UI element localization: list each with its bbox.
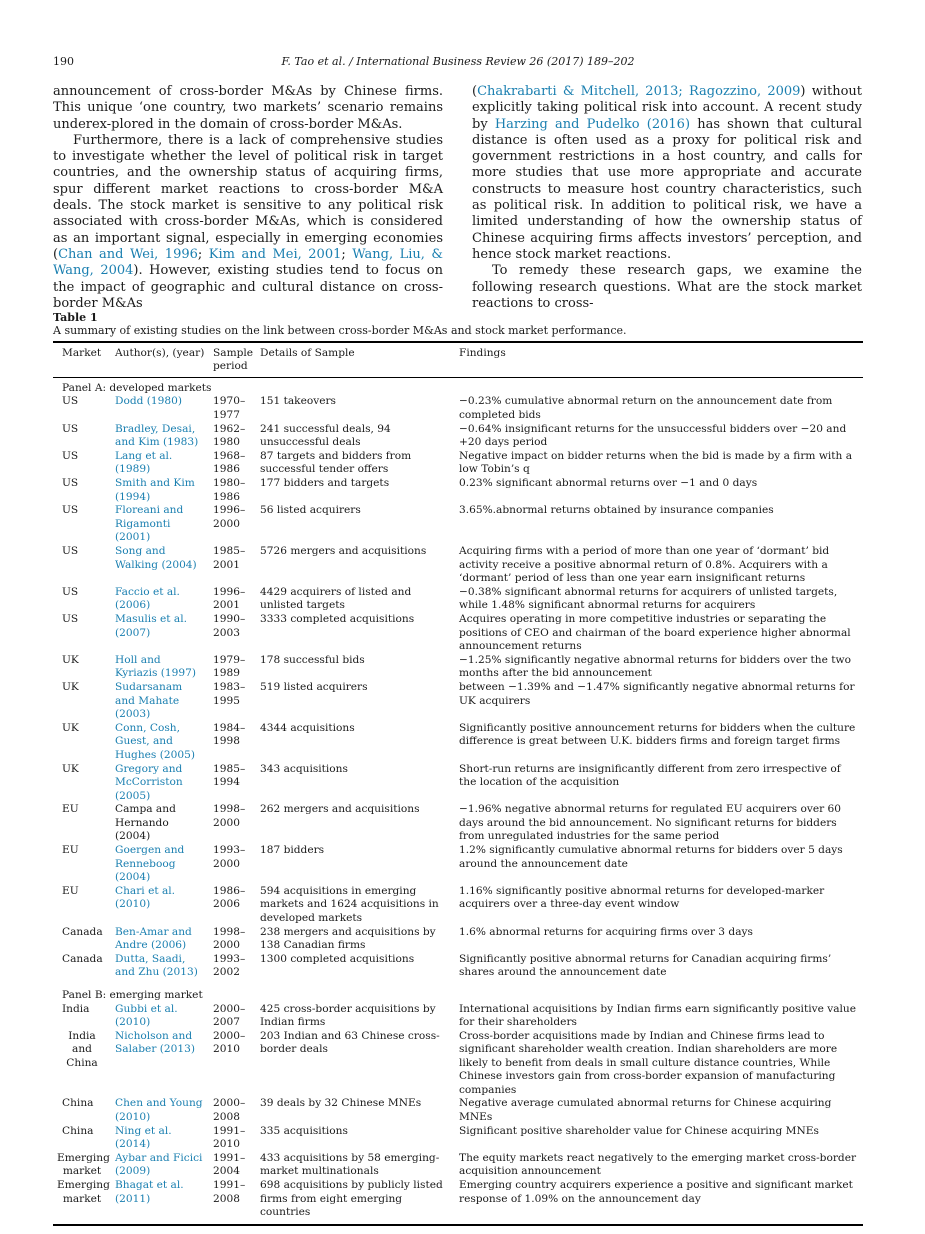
cell-findings: Acquiring firms with a period of more than one year of ‘dormant’ bid activity receive a positive abnormal return of 0.8%. Acquirers with a ‘dormant’ period of less than one year earn insignificant returns bbox=[459, 545, 830, 584]
cell-period: 1998–2000 bbox=[213, 925, 246, 951]
cell-market: UK bbox=[62, 721, 79, 734]
cell-period: 1986–2006 bbox=[213, 884, 246, 911]
cell-findings: 3.65%.abnormal returns obtained by insurance companies bbox=[459, 504, 774, 517]
running-header bbox=[53, 55, 863, 71]
table-row bbox=[53, 1152, 863, 1179]
table-row bbox=[53, 423, 863, 450]
cell-details: 335 acquisitions bbox=[260, 1124, 348, 1137]
cell-market: UK bbox=[62, 653, 79, 666]
table-row bbox=[53, 953, 863, 980]
table-row bbox=[53, 803, 863, 844]
cell-author[interactable]: Floreani and Rigamonti (2001) bbox=[115, 504, 184, 544]
table-row bbox=[53, 545, 863, 586]
text-run: ; bbox=[341, 246, 353, 262]
table-row bbox=[53, 722, 863, 763]
cell-findings: The equity markets react negatively to the emerging market cross-border acquisition announcement bbox=[459, 1152, 857, 1178]
cell-details: 425 cross-border acquisitions by Indian firms bbox=[260, 1002, 436, 1028]
cell-findings: 0.23% significant abnormal returns over −1 and 0 days bbox=[459, 477, 758, 490]
cell-market: US bbox=[62, 613, 79, 626]
paragraph: announcement of cross-border M&As by Chinese firms. This unique ‘one country, two markets’ scenario remains underex-plored in the domain of cross-border M&As. bbox=[53, 84, 443, 132]
cell-details: 4429 acquirers of listed and unlisted targets bbox=[260, 585, 412, 612]
cell-market: EU bbox=[62, 884, 79, 897]
cell-author[interactable]: Conn, Cosh, Guest, and Hughes (2005) bbox=[115, 721, 195, 761]
cell-period: 1991–2008 bbox=[209, 1179, 256, 1224]
cell-market: China bbox=[62, 1097, 94, 1110]
cell-author[interactable]: Bhagat et al. (2011) bbox=[111, 1179, 209, 1224]
cell-details: 262 mergers and acquisitions bbox=[260, 803, 420, 816]
cell-period: 2000–2010 bbox=[213, 1029, 246, 1056]
cell-period: 1968–1986 bbox=[213, 449, 246, 476]
cell-market: US bbox=[62, 585, 79, 598]
cell-findings: Negative impact on bidder returns when the bid is made by a firm with a low Tobin’s q bbox=[459, 449, 853, 476]
table-label: Table 1 bbox=[53, 311, 98, 324]
table-header-row bbox=[53, 342, 863, 377]
table-row bbox=[53, 681, 863, 722]
cell-market: US bbox=[62, 449, 79, 462]
cell-author[interactable]: Nicholson and Salaber (2013) bbox=[115, 1029, 195, 1056]
table-row bbox=[53, 504, 863, 545]
cell-market: US bbox=[62, 395, 79, 408]
cell-period: 1993–2000 bbox=[213, 844, 246, 870]
cell-market: US bbox=[62, 477, 79, 490]
cell-findings: Short-run returns are insignificantly different from zero irrespective of the location of the acquisition bbox=[459, 762, 841, 789]
cell-period: 1996–2000 bbox=[213, 504, 246, 530]
table-row bbox=[53, 1003, 863, 1030]
cell-findings: Significant positive shareholder value for Chinese acquiring MNEs bbox=[459, 1124, 819, 1137]
cell-market: UK bbox=[62, 681, 79, 694]
cell-findings: 1.16% significantly positive abnormal returns for developed-marker acquirers over a three-day event window bbox=[459, 884, 825, 911]
table-caption bbox=[53, 311, 626, 337]
paragraph bbox=[472, 84, 862, 263]
cell-period: 1979–1989 bbox=[213, 653, 246, 680]
cell-market: China bbox=[62, 1124, 94, 1137]
cell-period: 2000–2008 bbox=[213, 1097, 246, 1123]
cell-period: 1980–1986 bbox=[213, 477, 246, 503]
cell-details: 343 acquisitions bbox=[260, 762, 348, 775]
cell-findings: −1.96% negative abnormal returns for regulated EU acquirers over 60 days around the bid announcement. No significant returns for bidders from unregulated industries for the same period bbox=[459, 803, 842, 843]
table-row bbox=[53, 926, 863, 953]
cell-findings: Emerging country acquirers experience a positive and significant market response of 1.09% on the announcement day bbox=[455, 1179, 863, 1224]
cell-details: 594 acquisitions in emerging markets and 1624 acquisitions in developed markets bbox=[260, 884, 439, 924]
cell-period: 1983–1995 bbox=[213, 681, 246, 707]
table-row bbox=[53, 885, 863, 926]
cell-period: 1962–1980 bbox=[213, 422, 246, 448]
cell-author[interactable]: Smith and Kim (1994) bbox=[115, 477, 195, 503]
cell-details: 87 targets and bidders from successful tender offers bbox=[260, 449, 412, 476]
table-caption-text: A summary of existing studies on the link between cross-border M&As and stock market performance. bbox=[53, 324, 627, 337]
cell-details: 4344 acquisitions bbox=[260, 721, 355, 734]
cell-author[interactable]: Chen and Young (2010) bbox=[115, 1097, 203, 1123]
cell-market: US bbox=[62, 545, 79, 558]
cell-details: 187 bidders bbox=[260, 844, 325, 857]
cell-findings: Acquires operating in more competitive industries or separating the positions of CEO and chairman of the board experience higher abnormal announcement returns bbox=[459, 613, 851, 653]
header-findings: Findings bbox=[455, 342, 863, 377]
cell-period: 1993–2002 bbox=[213, 952, 246, 979]
cell-author[interactable]: Dodd (1980) bbox=[115, 395, 183, 408]
cell-findings: −0.23% cumulative abnormal return on the announcement date from completed bids bbox=[459, 395, 833, 421]
cell-market: Canada bbox=[62, 952, 103, 965]
cell-author[interactable]: Lang et al. (1989) bbox=[115, 449, 173, 476]
cell-period: 1998–2000 bbox=[213, 803, 246, 829]
cell-author[interactable]: Sudarsanam and Mahate (2003) bbox=[115, 681, 183, 721]
cell-details: 3333 completed acquisitions bbox=[260, 613, 415, 626]
cell-author[interactable]: Goergen and Renneboog (2004) bbox=[115, 844, 185, 883]
cell-author[interactable]: Faccio et al. (2006) bbox=[115, 585, 180, 612]
cell-author[interactable]: Ben-Amar and Andre (2006) bbox=[115, 925, 192, 951]
cell-author[interactable]: Aybar and Ficici (2009) bbox=[115, 1152, 203, 1178]
cell-details: 238 mergers and acquisitions by 138 Canadian firms bbox=[260, 925, 436, 951]
table-row bbox=[53, 1030, 863, 1098]
panel-row bbox=[53, 980, 863, 1002]
cell-findings: −0.64% insignificant returns for the unsuccessful bidders over −20 and +20 days period bbox=[459, 422, 847, 448]
journal-citation: F. Tao et al. / International Business Review 26 (2017) 189–202 bbox=[281, 55, 635, 68]
cell-market: India bbox=[62, 1002, 90, 1015]
table-row bbox=[53, 763, 863, 804]
text-run: ( bbox=[472, 84, 478, 99]
text-run: has shown that cultural distance is often used as a proxy for political risk and government restrictions in a host country, and calls for more studies that use more appropriate and accurate constructs to measure host country characteristics, such as political risk. In addition to political risk, we have a limited understanding of how the ownership status of Chinese acquiring firms affects investors’ perception, and hence stock market reactions. bbox=[472, 116, 862, 262]
cell-market: US bbox=[62, 504, 79, 517]
paragraph: To remedy these research gaps, we examine the following research questions. What are the stock market reactions to cross- bbox=[472, 263, 862, 311]
cell-period: 1991–2004 bbox=[213, 1152, 246, 1178]
right-column bbox=[472, 84, 862, 312]
cell-period: 1996–2001 bbox=[213, 585, 246, 612]
table-body bbox=[53, 377, 863, 1224]
table-row bbox=[53, 1097, 863, 1124]
cell-author[interactable]: Gubbi et al. (2010) bbox=[115, 1002, 178, 1028]
table-row bbox=[53, 395, 863, 422]
cell-period: 1991–2010 bbox=[213, 1124, 246, 1151]
cell-period: 1985–2001 bbox=[213, 545, 246, 571]
citation-link[interactable]: Kim and Mei, 2001 bbox=[208, 246, 342, 262]
citation-link[interactable]: Harzing and Pudelko (2016) bbox=[494, 116, 691, 132]
cell-details: 698 acquisitions by publicly listed firms from eight emerging countries bbox=[256, 1179, 455, 1224]
text-run: ). However, existing studies tend to focus on the impact of geographic and cultural distance on cross-border M&As bbox=[53, 263, 443, 311]
cell-market: Canada bbox=[62, 925, 103, 938]
cell-author[interactable]: Masulis et al. (2007) bbox=[115, 613, 187, 639]
cell-author[interactable]: Chari et al. (2010) bbox=[115, 884, 176, 911]
panel-label: Panel A: developed markets bbox=[62, 381, 212, 394]
cell-author: Campa and Hernando (2004) bbox=[115, 803, 176, 843]
left-column bbox=[53, 84, 443, 312]
cell-author[interactable]: Gregory and McCorriston (2005) bbox=[115, 762, 183, 802]
paragraph bbox=[53, 133, 443, 312]
cell-details: 203 Indian and 63 Chinese cross-border deals bbox=[260, 1029, 440, 1056]
table-row bbox=[53, 586, 863, 613]
cell-market: UK bbox=[62, 762, 79, 775]
page-number: 190 bbox=[53, 55, 74, 68]
cell-period: 1970–1977 bbox=[213, 395, 246, 421]
cell-details: 39 deals by 32 Chinese MNEs bbox=[260, 1097, 422, 1110]
cell-market: EU bbox=[62, 803, 79, 816]
cell-period: 1990–2003 bbox=[213, 613, 246, 639]
table-row bbox=[53, 450, 863, 477]
cell-author[interactable]: Bradley, Desai, and Kim (1983) bbox=[115, 422, 199, 448]
table-row bbox=[53, 613, 863, 654]
cell-details: 241 successful deals, 94 unsuccessful deals bbox=[260, 422, 391, 448]
cell-market: India and China bbox=[66, 1029, 98, 1069]
cell-details: 1300 completed acquisitions bbox=[260, 952, 415, 965]
cell-findings: International acquisitions by Indian firms earn significantly positive value for their shareholders bbox=[459, 1002, 856, 1028]
cell-findings: 1.2% significantly cumulative abnormal returns for bidders over 5 days around the announcement date bbox=[459, 844, 843, 870]
cell-findings: 1.6% abnormal returns for acquiring firms over 3 days bbox=[459, 925, 753, 938]
cell-details: 519 listed acquirers bbox=[260, 681, 368, 694]
cell-author[interactable]: Ning et al. (2014) bbox=[115, 1124, 172, 1151]
cell-findings: Significantly positive announcement returns for bidders when the culture difference is great between U.K. bidders firms and foreign target firms bbox=[459, 721, 856, 748]
header-market: Market bbox=[53, 342, 111, 377]
text-run: Furthermore, there is a lack of comprehensive studies to investigate whether the level of political risk in target countries, and the ownership status of acquiring firms, spur different market reactions to cross-border M&A deals. The stock market is sensitive to any political risk associated with cross-border M&As, which is considered as an important signal, especially in emerging economies ( bbox=[53, 132, 443, 262]
cell-period: 2000–2007 bbox=[213, 1002, 246, 1028]
cell-market: EU bbox=[62, 844, 79, 857]
cell-details: 151 takeovers bbox=[260, 395, 336, 408]
cell-market: Emerging market bbox=[53, 1179, 111, 1224]
cell-market: US bbox=[62, 422, 79, 435]
cell-details: 177 bidders and targets bbox=[260, 477, 390, 490]
cell-findings: Significantly positive abnormal returns for Canadian acquiring firms’ shares around the announcement date bbox=[459, 952, 832, 979]
cell-details: 56 listed acquirers bbox=[260, 504, 361, 517]
cell-findings: Cross-border acquisitions made by Indian and Chinese firms lead to significant shareholder wealth creation. Indian shareholders are more likely to benefit from deals in small culture distance countries, While Chinese investors gain from cross-border expansion of manufacturing companies bbox=[459, 1029, 838, 1096]
table-row bbox=[53, 654, 863, 681]
table-row bbox=[53, 1125, 863, 1152]
table-row bbox=[53, 477, 863, 504]
cell-details: 433 acquisitions by 58 emerging-market multinationals bbox=[260, 1152, 440, 1178]
table-row bbox=[53, 844, 863, 885]
cell-period: 1984–1998 bbox=[213, 721, 246, 748]
studies-table bbox=[53, 341, 863, 1226]
header-author: Author(s), (year) bbox=[111, 342, 209, 377]
cell-market: Emerging market bbox=[57, 1152, 110, 1178]
cell-details: 5726 mergers and acquisitions bbox=[260, 545, 427, 558]
citation-link[interactable]: Wang, Liu, & Wang, 2004 bbox=[53, 246, 443, 279]
table-row bbox=[53, 1179, 863, 1224]
cell-details: 178 successful bids bbox=[260, 653, 365, 666]
cell-findings: −0.38% significant abnormal returns for acquirers of unlisted targets, while 1.48% significant abnormal returns for acquirers bbox=[459, 585, 838, 612]
header-details: Details of Sample bbox=[256, 342, 455, 377]
cell-findings: Negative average cumulated abnormal returns for Chinese acquiring MNEs bbox=[459, 1097, 832, 1123]
cell-author[interactable]: Holl and Kyriazis (1997) bbox=[115, 653, 196, 680]
header-period: Sample period bbox=[209, 342, 256, 377]
citation-link[interactable]: Chan and Wei, 1996 bbox=[58, 246, 198, 262]
cell-author[interactable]: Dutta, Saadi, and Zhu (2013) bbox=[115, 952, 198, 979]
cell-period: 1985–1994 bbox=[213, 762, 246, 789]
citation-link[interactable]: Chakrabarti & Mitchell, 2013; Ragozzino, 2009 bbox=[477, 84, 801, 99]
cell-findings: −1.25% significantly negative abnormal returns for bidders over the two months after the bid announcement bbox=[459, 653, 851, 680]
panel-row bbox=[53, 377, 863, 395]
panel-label: Panel B: emerging market bbox=[62, 989, 203, 1002]
cell-findings: between −1.39% and −1.47% significantly negative abnormal returns for UK acquirers bbox=[459, 681, 855, 707]
text-run: ; bbox=[197, 246, 209, 262]
cell-author[interactable]: Song and Walking (2004) bbox=[115, 545, 197, 571]
text-run: ) without explicitly taking political risk into account. A recent study by bbox=[472, 84, 862, 132]
